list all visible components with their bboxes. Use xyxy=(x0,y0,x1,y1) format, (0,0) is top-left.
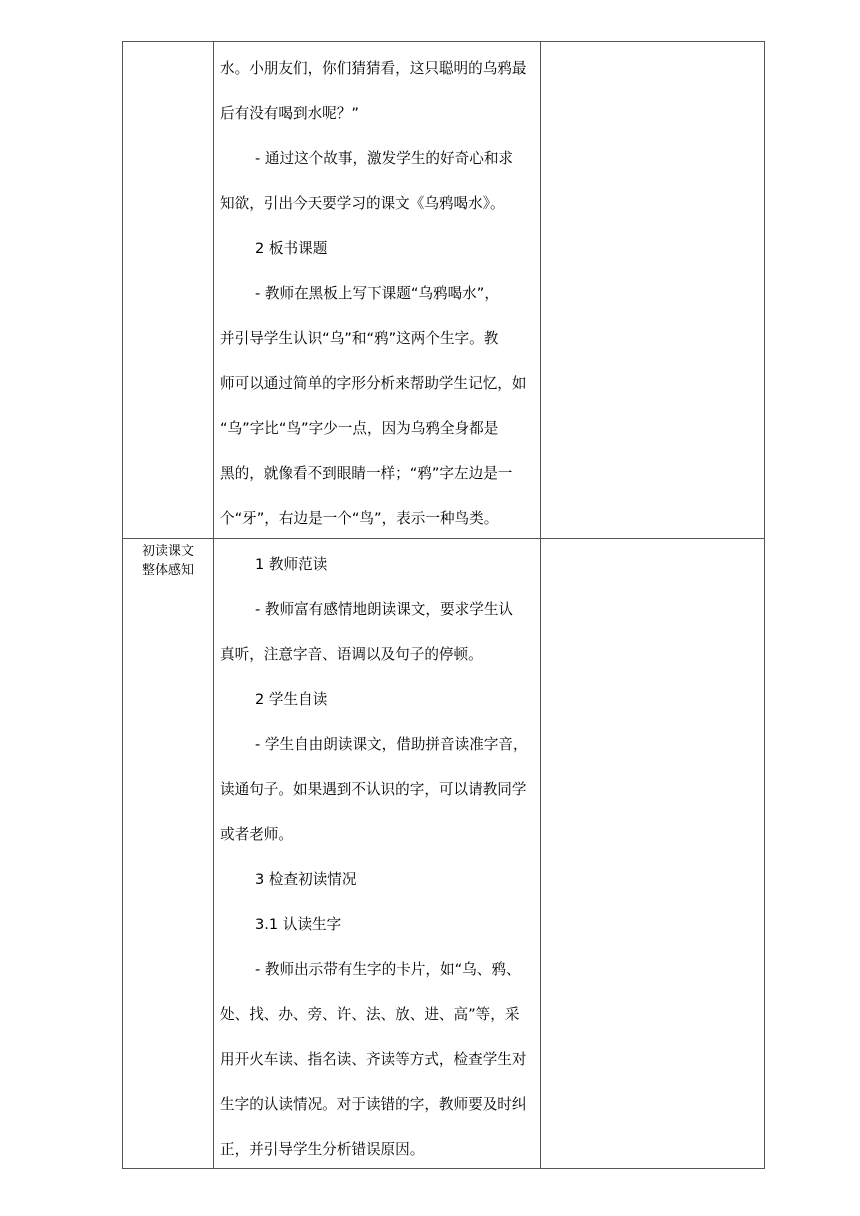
text-line: 知欲，引出今天要学习的课文《乌鸦喝水》。 xyxy=(220,195,505,212)
text-line: 3.1 认读生字 xyxy=(255,916,342,933)
column-divider-2 xyxy=(540,42,541,1168)
text-line: 生字的认读情况。对于读错的字，教师要及时纠 xyxy=(220,1096,527,1113)
text-line: - 学生自由朗读课文，借助拼音读准字音， xyxy=(255,736,528,753)
text-line: - 教师富有感情地朗读课文，要求学生认 xyxy=(255,601,514,618)
lesson-plan-table xyxy=(122,41,765,1169)
row2-label-line2: 整体感知 xyxy=(141,563,194,578)
text-line: 读通句子。如果遇到不认识的字，可以请教同学 xyxy=(220,781,527,798)
text-line: 后有没有喝到水呢？” xyxy=(220,105,359,122)
text-line: - 教师在黑板上写下课题“乌鸦喝水”， xyxy=(255,285,499,302)
text-line: 水。小朋友们，你们猜猜看，这只聪明的乌鸦最 xyxy=(220,60,527,77)
text-line: 处、找、办、旁、许、法、放、进、高”等，采 xyxy=(220,1006,520,1023)
text-line: 2 学生自读 xyxy=(255,691,328,708)
row2-content-cell xyxy=(220,542,535,1172)
text-line: 黑的，就像看不到眼睛一样；“鸦”字左边是一 xyxy=(220,465,513,482)
text-line: 1 教师范读 xyxy=(255,556,328,573)
text-line: 3 检查初读情况 xyxy=(255,871,357,888)
text-line: 正，并引导学生分析错误原因。 xyxy=(220,1141,425,1158)
text-line: 或者老师。 xyxy=(220,826,293,843)
text-line: - 通过这个故事，激发学生的好奇心和求 xyxy=(255,150,514,167)
text-line: 2 板书课题 xyxy=(255,240,328,257)
text-line: 真听，注意字音、语调以及句子的停顿。 xyxy=(220,646,483,663)
row2-label-cell xyxy=(123,542,213,580)
text-line: 用开火车读、指名读、齐读等方式，检查学生对 xyxy=(220,1051,527,1068)
row1-content-cell xyxy=(220,46,535,541)
text-line: “乌”字比“鸟”字少一点，因为乌鸦全身都是 xyxy=(220,420,499,437)
column-divider-1 xyxy=(213,42,214,1168)
text-line: 师可以通过简单的字形分析来帮助学生记忆，如 xyxy=(220,375,527,392)
text-line: - 教师出示带有生字的卡片，如“乌、鸦、 xyxy=(255,961,521,978)
row2-label-line1: 初读课文 xyxy=(141,544,194,559)
text-line: 并引导学生认识“乌”和“鸦”这两个生字。教 xyxy=(220,330,499,347)
text-line: 个“牙”，右边是一个“鸟”，表示一种鸟类。 xyxy=(220,510,499,527)
